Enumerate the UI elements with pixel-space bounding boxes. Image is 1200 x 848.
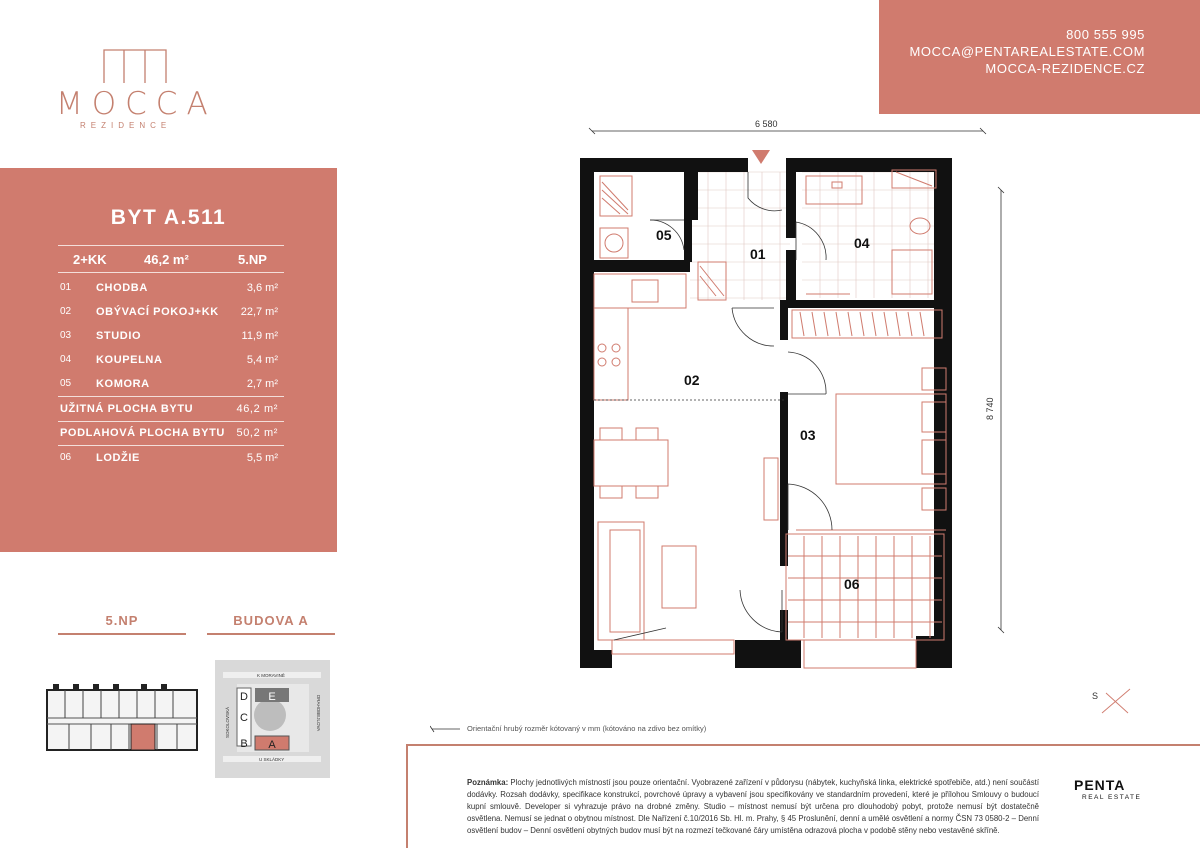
room-area: 22,7 m² [240,306,278,318]
room-label-02: 02 [684,372,700,388]
room-area: 11,9 m² [241,330,278,342]
room-number: 04 [60,354,72,365]
site-building-d: D [240,691,248,703]
legal-note [467,777,1039,837]
divider [58,421,284,422]
penta-logo: PENTA [1074,777,1126,793]
legal-text: Plochy jednotlivých místností jsou pouze orientační. Vyobrazené zařízení v půdorysu (nábytek, kuchyňská linka, elektrické spotřebiče, atd.) není součástí dodávky. Rozsah dodávky, specifikace konstrukcí, povrchové úpravy a vybavení jsou specifikovány ve standardním provedení, které je přílohou Smlouvy o budoucí kupní smlouvě. Developer si vyhrazuje právo na drobné změny. Studio – místnost nemusí být určena pro dlouhodobý pobyt, protože nemusí být dostatečně osvětlena. Nemusí se jednat o obytnou místnost. Dle Nařízení č.10/2016 Sb. Hl. m. Prahy, § 45 Proslunění, denní a umělé osvětlení a normy ČSN 73 0580-2 – Denní osvětlení budov – Denní osvětlení obytných budov musí být na rozmezí tečkované čáry umístěna odrazová plocha v podobě stěny nebo vestavěné skříně. [467,778,1039,835]
room-name: LODŽIE [96,452,140,464]
divider [58,245,284,246]
walls [580,158,952,668]
footer-frame-top [406,744,1200,746]
site-plan [215,660,330,778]
room-label-06: 06 [844,576,860,592]
contact-email[interactable]: MOCCA@PENTAREALESTATE.COM [909,44,1145,59]
building-section-underline [207,633,335,635]
room-name: KOUPELNA [96,354,163,366]
contact-phone[interactable]: 800 555 995 [1066,27,1145,42]
dimension-width: 6 580 [755,119,778,129]
site-building-a: A [268,739,276,751]
room-name: OBÝVACÍ POKOJ+KK [96,306,219,318]
usable-area-value: 46,2 m² [236,403,278,415]
loggia-row [60,452,278,468]
room-area: 5,5 m² [246,452,278,464]
room-label-05: 05 [656,227,672,243]
compass-icon [1088,685,1138,721]
room-name: CHODBA [96,282,148,294]
tile-grid [690,172,934,300]
divider [58,445,284,446]
logo-name: MOCCA [56,86,217,122]
site-building-c: C [240,712,248,724]
dimension-legend-icon [430,724,462,734]
footer-frame-left [406,744,408,848]
site-building-b: B [240,738,248,750]
room-row [60,282,278,298]
room-number: 01 [60,282,72,293]
usable-area-label: UŽITNÁ PLOCHA BYTU [60,403,194,415]
usable-area-row [60,403,278,415]
floor-section-label: 5.NP [105,613,139,628]
apartment-title: BYT A.511 [110,206,227,229]
apartment-panel [0,168,337,552]
building-section-label: BUDOVA A [233,613,309,628]
room-name: STUDIO [96,330,142,342]
street-east: DRAHOBEJLOVA [316,695,321,732]
room-row [60,330,278,346]
penta-subtitle: REAL ESTATE [1082,794,1142,801]
room-area: 5,4 m² [246,354,278,366]
street-south: U SKLÁDKY [259,757,285,762]
room-label-04: 04 [854,235,870,251]
room-number: 06 [60,452,72,463]
doors [594,172,832,640]
room-label-01: 01 [750,246,766,262]
dimension-footnote: Orientační hrubý rozměr kótovaný v mm (kótováno na zdivo bez omítky) [467,724,707,733]
room-name: KOMORA [96,378,150,390]
divider [58,396,284,397]
room-number: 05 [60,378,72,389]
floor-area-value: 50,2 m² [236,427,278,439]
apartment-floor: 5.NP [238,252,267,267]
room-area: 3,6 m² [246,282,278,294]
floor-key-plan [45,676,200,761]
apartment-layout: 2+KK [73,252,107,267]
floor-area-row [60,427,278,439]
entrance-marker-icon [752,150,770,164]
room-label-03: 03 [800,427,816,443]
fixtures [594,170,946,668]
dimension-height: 8 740 [985,397,995,420]
room-number: 03 [60,330,72,341]
room-row [60,354,278,370]
floor-area-label: PODLAHOVÁ PLOCHA BYTU [60,427,225,439]
divider [58,272,284,273]
contact-web[interactable]: MOCCA-REZIDENCE.CZ [985,61,1145,76]
floor-section-underline [58,633,186,635]
compass-label: S [1092,691,1099,701]
logo-subtitle: REZIDENCE [80,121,172,130]
mocca-logo-icon [103,48,167,84]
legal-heading: Poznámka: [467,778,509,787]
street-north: K MORAVINĚ [257,673,285,678]
room-row [60,378,278,394]
street-west: SOKOLOVSKÁ [225,706,230,738]
room-number: 02 [60,306,72,317]
site-building-e: E [268,691,276,703]
apartment-area: 46,2 m² [144,252,189,267]
room-row [60,306,278,322]
floor-plan [570,110,1030,730]
room-area: 2,7 m² [246,378,278,390]
contact-block [879,0,1200,114]
